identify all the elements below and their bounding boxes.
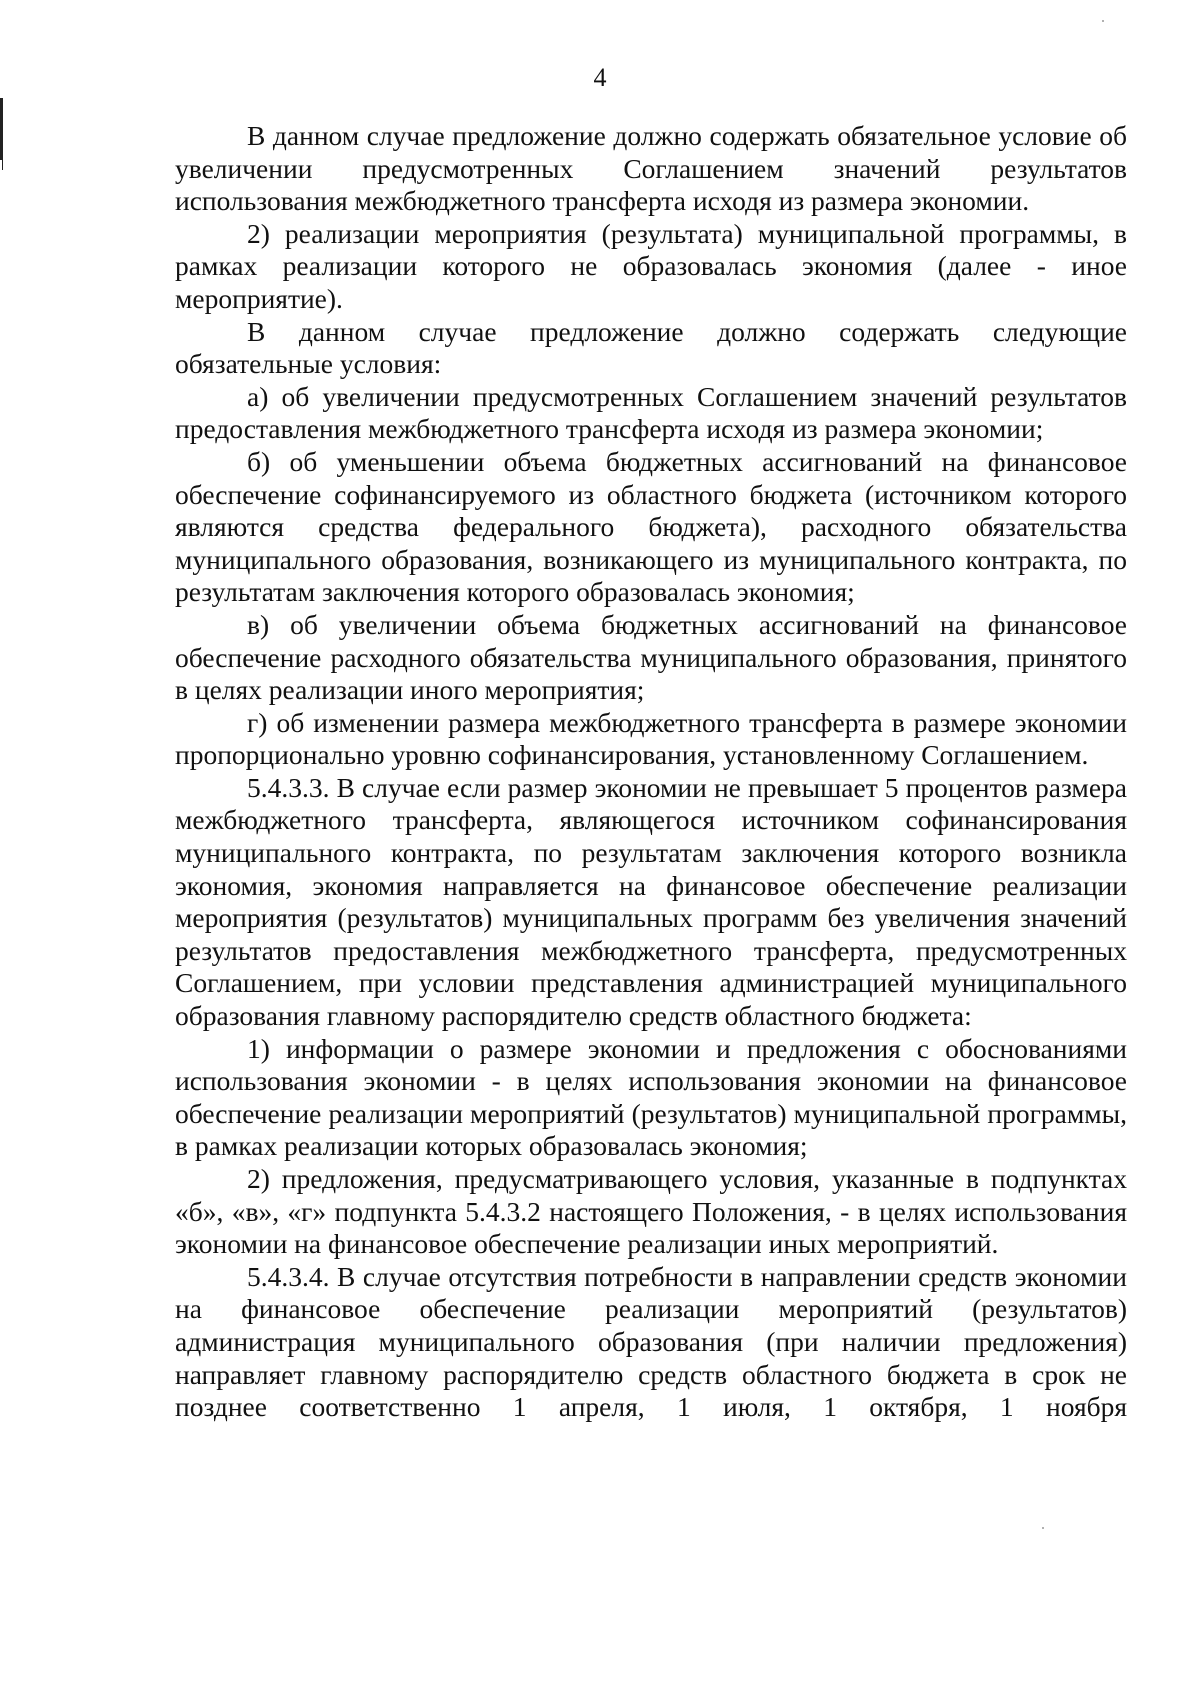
paragraph: 5.4.3.4. В случае отсутствия потребности в направлении средств экономии на финансовое обеспечение реализации мероприятий (результатов) администрация муниципального образования (при наличии предложения) направляет главному распорядителю средств областного бюджета в срок не позднее соответственно 1 апреля, 1 июля, 1 октября, 1 ноября <box>175 1260 1127 1423</box>
paragraph: В данном случае предложение должно содержать обязательное условие об увеличении предусмотренных Соглашением значений результатов использования межбюджетного трансферта исходя из размера экономии. <box>175 120 1127 217</box>
paragraph: а) об увеличении предусмотренных Соглашением значений результатов предоставления межбюджетного трансферта исходя из размера экономии; <box>175 380 1127 445</box>
paragraph: г) об изменении размера межбюджетного трансферта в размере экономии пропорционально уровню софинансирования, установленному Соглашением. <box>175 706 1127 771</box>
paragraph: 2) предложения, предусматривающего условия, указанные в подпунктах «б», «в», «г» подпункта 5.4.3.2 настоящего Положения, - в целях использования экономии на финансовое обеспечение реализации иных мероприятий. <box>175 1163 1127 1260</box>
paragraph: 1) информации о размере экономии и предложения с обоснованиями использования экономии - в целях использования экономии на финансовое обеспечение реализации мероприятий (результатов) муниципальной программы, в рамках реализации которых образовалась экономия; <box>175 1032 1127 1162</box>
scan-speck <box>1042 1527 1044 1529</box>
paragraph: б) об уменьшении объема бюджетных ассигнований на финансовое обеспечение софинансируемого из областного бюджета (источником которого являются средства федерального бюджета), расходного обязательства муниципального образования, возникающего из муниципального контракта, по результатам заключения которого образовалась экономия; <box>175 445 1127 608</box>
scan-margin-mark <box>2 140 3 170</box>
paragraph: 2) реализации мероприятия (результата) муниципальной программы, в рамках реализации которого не образовалась экономия (далее - иное мероприятие). <box>175 217 1127 314</box>
page-number: 4 <box>593 63 607 92</box>
scan-speck <box>1102 20 1104 22</box>
paragraph: В данном случае предложение должно содержать следующие обязательные условия: <box>175 315 1127 380</box>
paragraph: 5.4.3.3. В случае если размер экономии не превышает 5 процентов размера межбюджетного трансферта, являющегося источником софинансирования муниципального контракта, по результатам заключения которого возникла экономия, экономия направляется на финансовое обеспечение реализации мероприятия (результатов) муниципальных программ без увеличения значений результатов предоставления межбюджетного трансферта, предусмотренных Соглашением, при условии представления администрацией муниципального образования главному распорядителю средств областного бюджета: <box>175 771 1127 1032</box>
paragraph: в) об увеличении объема бюджетных ассигнований на финансовое обеспечение расходного обязательства муниципального образования, принятого в целях реализации иного мероприятия; <box>175 608 1127 706</box>
document-body <box>175 120 1127 1424</box>
